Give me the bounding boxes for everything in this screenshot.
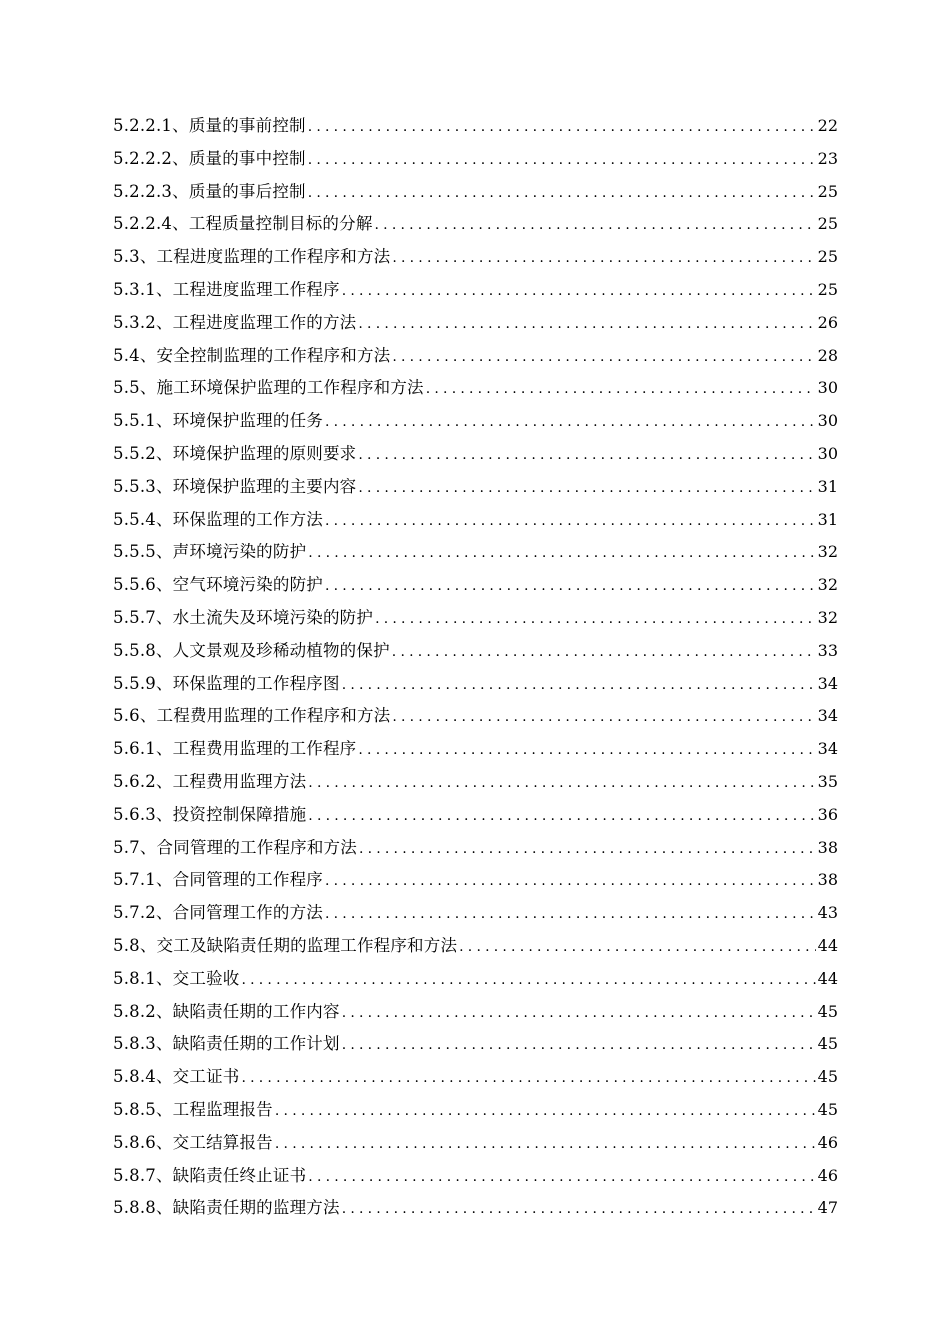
- toc-entry[interactable]: [113, 1127, 838, 1160]
- toc-dot-leader: [325, 865, 816, 898]
- toc-entry[interactable]: [113, 504, 838, 537]
- toc-page-number: 45: [817, 1034, 838, 1054]
- toc-entry[interactable]: [113, 766, 838, 799]
- toc-entry[interactable]: [113, 930, 838, 963]
- toc-entry-title: 5.2.2.2、质量的事中控制: [113, 148, 306, 168]
- toc-page-number: 32: [817, 575, 838, 595]
- toc-dot-leader: [358, 308, 815, 341]
- toc-entry[interactable]: [113, 635, 838, 668]
- toc-entry-title: 5.6.3、投资控制保障措施: [113, 804, 307, 824]
- toc-dot-leader: [392, 341, 815, 374]
- toc-dot-leader: [426, 373, 816, 406]
- toc-dot-leader: [375, 603, 816, 636]
- toc-dot-leader: [275, 1128, 816, 1161]
- toc-entry[interactable]: [113, 1094, 838, 1127]
- toc-page-number: 44: [817, 935, 838, 955]
- toc-page-number: 25: [817, 181, 838, 201]
- toc-page-number: 25: [817, 214, 838, 234]
- table-of-contents: [113, 110, 838, 1225]
- toc-dot-leader: [308, 537, 815, 570]
- toc-page-number: 36: [817, 804, 838, 824]
- toc-entry[interactable]: [113, 1160, 838, 1193]
- toc-dot-leader: [342, 997, 816, 1030]
- toc-dot-leader: [325, 898, 816, 931]
- toc-entry-title: 5.3.2、工程进度监理工作的方法: [113, 312, 357, 332]
- toc-dot-leader: [308, 1161, 815, 1194]
- toc-entry[interactable]: [113, 897, 838, 930]
- toc-entry-title: 5.2.2.3、质量的事后控制: [113, 181, 306, 201]
- toc-dot-leader: [342, 669, 816, 702]
- toc-dot-leader: [241, 964, 815, 997]
- toc-dot-leader: [358, 734, 815, 767]
- toc-entry[interactable]: [113, 1028, 838, 1061]
- toc-entry[interactable]: [113, 307, 838, 340]
- toc-entry-title: 5.2.2.1、质量的事前控制: [113, 116, 306, 135]
- toc-page-number: 30: [817, 411, 838, 431]
- toc-entry[interactable]: [113, 668, 838, 701]
- toc-entry-title: 5.6、工程费用监理的工作程序和方法: [113, 706, 391, 726]
- toc-entry-title: 5.6.1、工程费用监理的工作程序: [113, 739, 357, 759]
- toc-entry-title: 5.5.2、环境保护监理的原则要求: [113, 443, 357, 463]
- toc-entry[interactable]: [113, 602, 838, 635]
- toc-page-number: 46: [817, 1132, 838, 1152]
- toc-entry-title: 5.4、安全控制监理的工作程序和方法: [113, 345, 391, 365]
- toc-page-number: 25: [817, 279, 838, 299]
- toc-entry[interactable]: [113, 536, 838, 569]
- toc-entry-title: 5.5.7、水土流失及环境污染的防护: [113, 607, 374, 627]
- toc-dot-leader: [308, 767, 815, 800]
- toc-entry[interactable]: [113, 143, 838, 176]
- toc-dot-leader: [325, 406, 816, 439]
- toc-entry[interactable]: [113, 405, 838, 438]
- toc-entry-title: 5.8.1、交工验收: [113, 968, 240, 988]
- toc-dot-leader: [392, 701, 815, 734]
- toc-page-number: 45: [817, 1099, 838, 1119]
- toc-page-number: 25: [817, 247, 838, 267]
- toc-page-number: 30: [817, 443, 838, 463]
- toc-page-number: 31: [817, 476, 838, 496]
- toc-page-number: 23: [817, 148, 838, 168]
- toc-dot-leader: [325, 570, 816, 603]
- toc-entry-title: 5.5.6、空气环境污染的防护: [113, 575, 323, 595]
- toc-entry[interactable]: [113, 176, 838, 209]
- toc-entry[interactable]: [113, 340, 838, 373]
- toc-page-number: 43: [817, 903, 838, 923]
- toc-page-number: 38: [817, 837, 838, 857]
- toc-page-number: 26: [817, 312, 838, 332]
- toc-entry[interactable]: [113, 996, 838, 1029]
- toc-entry-title: 5.8.4、交工证书: [113, 1067, 240, 1087]
- toc-entry[interactable]: [113, 274, 838, 307]
- toc-entry[interactable]: [113, 438, 838, 471]
- toc-dot-leader: [275, 1095, 816, 1128]
- toc-page-number: 30: [817, 378, 838, 398]
- toc-page-number: 31: [817, 509, 838, 529]
- toc-entry-title: 5.8.6、交工结算报告: [113, 1132, 273, 1152]
- toc-entry[interactable]: [113, 700, 838, 733]
- toc-entry[interactable]: [113, 110, 838, 143]
- toc-entry-title: 5.8.3、缺陷责任期的工作计划: [113, 1034, 340, 1054]
- toc-entry-title: 5.2.2.4、工程质量控制目标的分解: [113, 214, 373, 234]
- toc-entry[interactable]: [113, 1061, 838, 1094]
- toc-page-number: 38: [817, 870, 838, 890]
- toc-entry-title: 5.3.1、工程进度监理工作程序: [113, 279, 340, 299]
- toc-entry[interactable]: [113, 733, 838, 766]
- toc-dot-leader: [375, 209, 816, 242]
- toc-entry-title: 5.8.7、缺陷责任终止证书: [113, 1165, 307, 1185]
- toc-page-number: 45: [817, 1067, 838, 1087]
- toc-entry[interactable]: [113, 241, 838, 274]
- toc-dot-leader: [308, 144, 816, 177]
- toc-entry[interactable]: [113, 208, 838, 241]
- toc-dot-leader: [325, 505, 816, 538]
- toc-entry-title: 5.7.1、合同管理的工作程序: [113, 870, 323, 890]
- toc-page-number: 33: [817, 640, 838, 660]
- toc-dot-leader: [358, 439, 815, 472]
- toc-page-number: 32: [817, 607, 838, 627]
- toc-dot-leader: [392, 242, 815, 275]
- toc-entry[interactable]: [113, 471, 838, 504]
- toc-entry-title: 5.8.5、工程监理报告: [113, 1099, 273, 1119]
- toc-page-number: 34: [817, 739, 838, 759]
- toc-dot-leader: [342, 1029, 816, 1062]
- toc-entry[interactable]: [113, 963, 838, 996]
- toc-page-number: 44: [817, 968, 838, 988]
- toc-entry[interactable]: [113, 864, 838, 897]
- toc-page-number: 35: [817, 771, 838, 791]
- toc-entry-title: 5.5.1、环境保护监理的任务: [113, 411, 323, 431]
- toc-page-number: 32: [817, 542, 838, 562]
- toc-dot-leader: [342, 275, 816, 308]
- toc-dot-leader: [359, 833, 816, 866]
- toc-entry-title: 5.5.9、环保监理的工作程序图: [113, 673, 340, 693]
- toc-dot-leader: [392, 636, 816, 669]
- toc-entry[interactable]: [113, 372, 838, 405]
- toc-entry-title: 5.5.4、环保监理的工作方法: [113, 509, 323, 529]
- toc-entry-title: 5.8.8、缺陷责任期的监理方法: [113, 1198, 340, 1218]
- toc-entry-title: 5.5.3、环境保护监理的主要内容: [113, 476, 357, 496]
- toc-entry-title: 5.5、施工环境保护监理的工作程序和方法: [113, 378, 424, 398]
- toc-dot-leader: [241, 1062, 815, 1095]
- toc-entry-title: 5.8、交工及缺陷责任期的监理工作程序和方法: [113, 935, 458, 955]
- toc-page-number: 34: [817, 673, 838, 693]
- toc-entry[interactable]: [113, 799, 838, 832]
- toc-entry[interactable]: [113, 569, 838, 602]
- toc-dot-leader: [308, 111, 816, 144]
- toc-entry-title: 5.7、合同管理的工作程序和方法: [113, 837, 357, 857]
- toc-entry[interactable]: [113, 832, 838, 865]
- toc-entry-title: 5.5.5、声环境污染的防护: [113, 542, 307, 562]
- toc-entry-title: 5.5.8、人文景观及珍稀动植物的保护: [113, 640, 390, 660]
- toc-dot-leader: [459, 931, 816, 964]
- toc-dot-leader: [308, 177, 816, 210]
- toc-entry-title: 5.3、工程进度监理的工作程序和方法: [113, 247, 391, 267]
- toc-entry[interactable]: [113, 1192, 838, 1225]
- toc-page-number: 22: [817, 116, 838, 135]
- toc-dot-leader: [342, 1193, 816, 1226]
- toc-entry-title: 5.8.2、缺陷责任期的工作内容: [113, 1001, 340, 1021]
- toc-dot-leader: [358, 472, 815, 505]
- toc-page-number: 34: [817, 706, 838, 726]
- toc-entry-title: 5.6.2、工程费用监理方法: [113, 771, 307, 791]
- toc-page-number: 45: [817, 1001, 838, 1021]
- toc-page-number: 28: [817, 345, 838, 365]
- toc-page-number: 47: [817, 1198, 838, 1218]
- toc-page-number: 46: [817, 1165, 838, 1185]
- toc-entry-title: 5.7.2、合同管理工作的方法: [113, 903, 323, 923]
- toc-dot-leader: [308, 800, 815, 833]
